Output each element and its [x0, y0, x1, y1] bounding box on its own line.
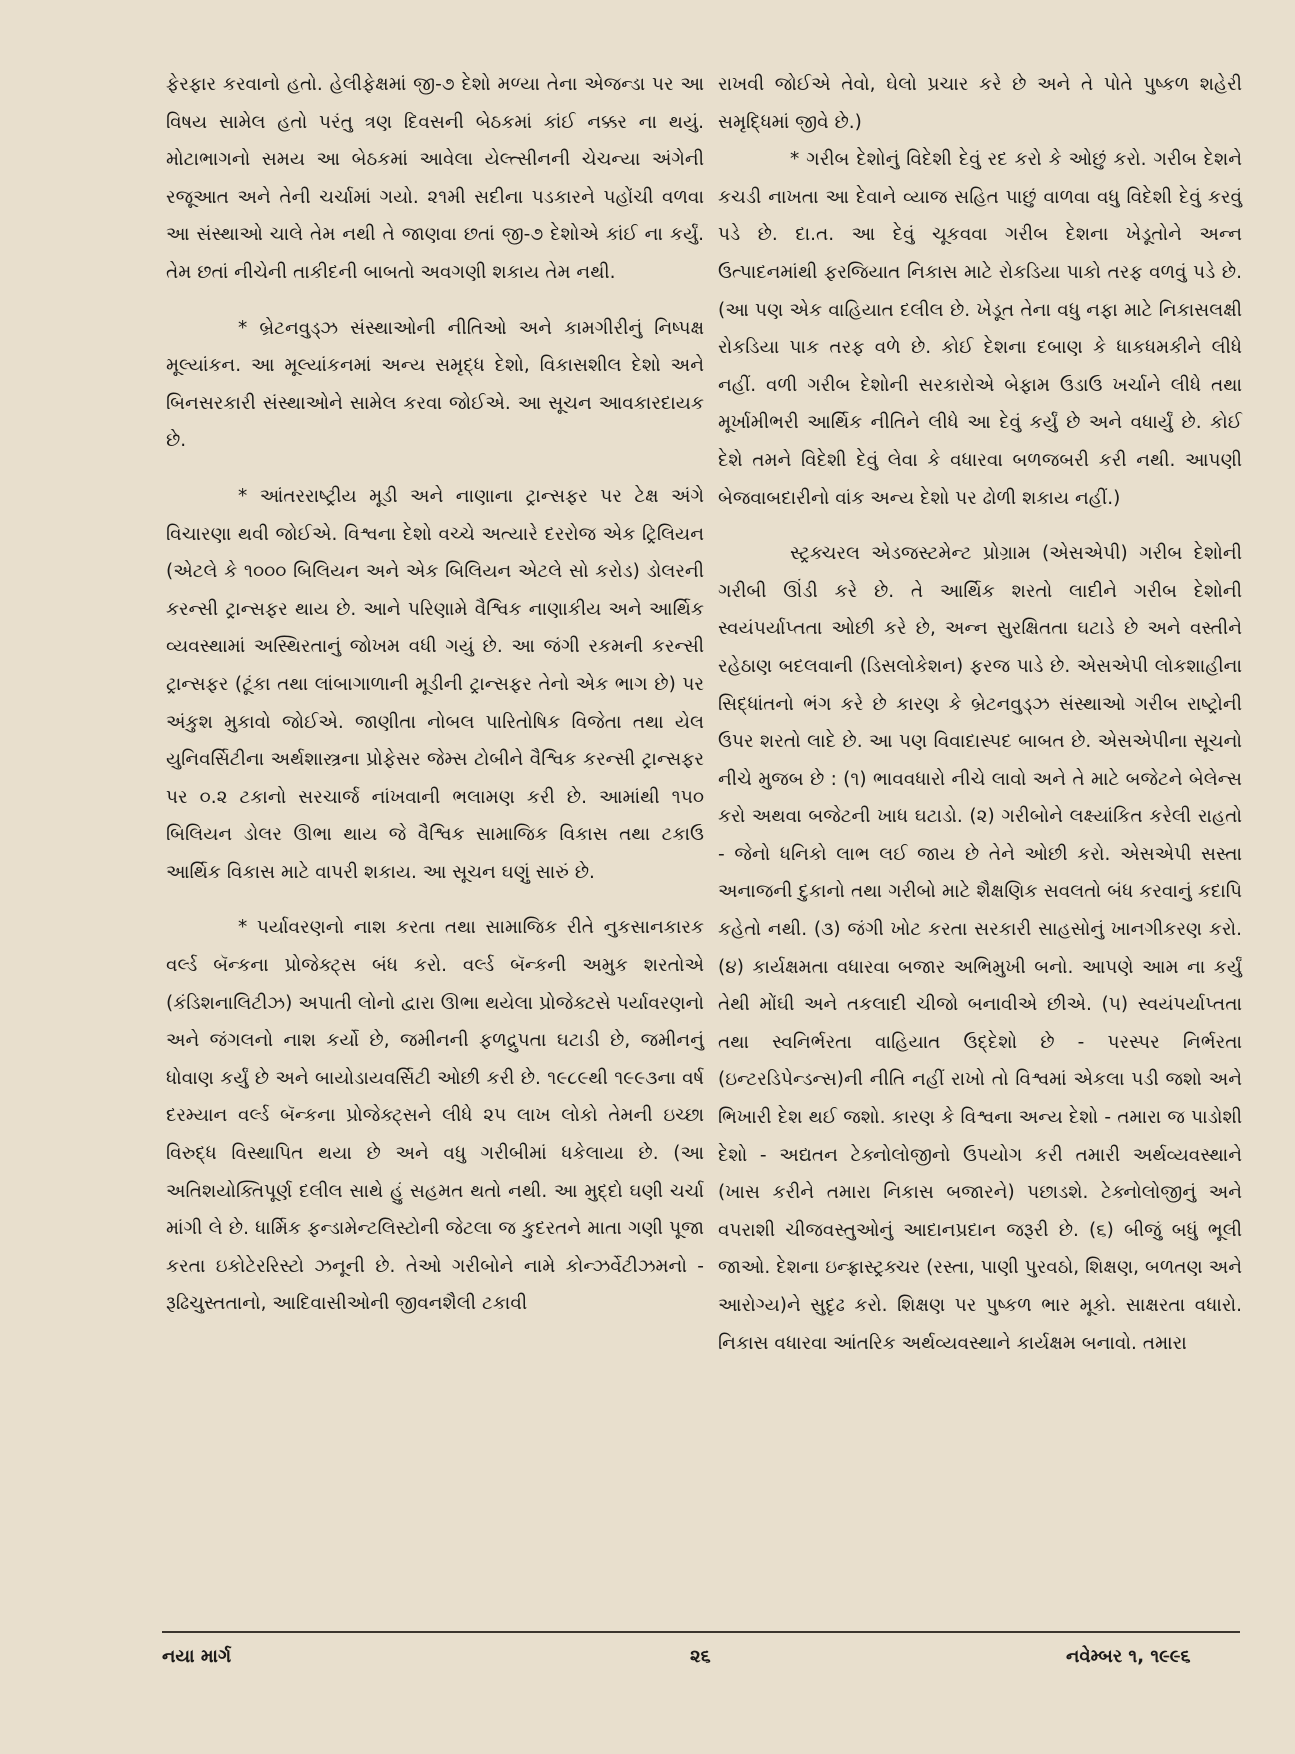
- footer-page-number: ૨૬: [690, 1646, 711, 1667]
- left-paragraph-4: * પર્યાવરણનો નાશ કરતા તથા સામાજિક રીતે નુકસાનકારક વર્લ્ડ બૅન્કના પ્રોજેક્ટ્સ બંધ કરો. વર્લ્ડ બૅન્કની અમુક શરતોએ (કંડિશનાલિટીઝ) અપાતી લોનો દ્વારા ઊભા થયેલા પ્રોજેક્ટસે પર્યાવરણનો અને જંગલનો નાશ કર્યો છે, જમીનની ફળદ્રુપતા ઘટાડી છે, જમીનનું ધોવાણ કર્યું છે અને બાયોડાયવર્સિટી ઓછી કરી છે. ૧૯૮૯થી ૧૯૯૩ના વર્ષ દરમ્યાન વર્લ્ડ બૅન્કના પ્રોજેક્ટ્સને લીધે ૨૫ લાખ લોકો તેમની ઇચ્છા વિરુદ્ધ વિસ્થાપિત થયા છે અને વધુ ગરીબીમાં ધકેલાયા છે. (આ અતિશયોક્તિપૂર્ણ દલીલ સાથે હું સહમત થતો નથી. આ મુદ્દો ઘણી ચર્ચા માંગી લે છે. ધાર્મિક ફન્ડામેન્ટલિસ્ટોની જેટલા જ કુદરતને માતા ગણી પૂજા કરતા ઇકોટેરરિસ્ટો ઝનૂની છે. તેઓ ગરીબોને નામે કોન્ઝર્વેટીઝમનો - રૂઢિચુસ્તતાનો, આદિવાસીઓની જીવનશૈલી ટકાવી: [166, 917, 704, 1315]
- right-column: [718, 66, 1242, 1362]
- left-paragraph-2: * બ્રેટનવુડ્ઝ સંસ્થાઓની નીતિઓ અને કામગીરીનું નિષ્પક્ષ મૂલ્યાંકન. આ મૂલ્યાંકનમાં અન્ય સમૃદ્ધ દેશો, વિકાસશીલ દેશો અને બિનસરકારી સંસ્થાઓને સામેલ કરવા જોઈએ. આ સૂચન આવકારદાયક છે.: [166, 317, 704, 452]
- footer-magazine-name: નયા માર્ગ: [162, 1646, 232, 1667]
- left-column: [166, 66, 704, 1323]
- footer-date: નવેમ્બર ૧, ૧૯૯૬: [1066, 1646, 1191, 1667]
- left-paragraph-1: ફેરફાર કરવાનો હતો. હેલીફેક્ષમાં જી-૭ દેશો મળ્યા તેના એજન્ડા પર આ વિષય સામેલ હતો પરંતુ ત્રણ દિવસની બેઠકમાં કાંઈ નક્કર ના થયું. મોટાભાગનો સમય આ બેઠકમાં આવેલા યેલ્ત્સીનની ચેચન્યા અંગેની રજૂઆત અને તેની ચર્ચામાં ગયો. ૨૧મી સદીના પડકારને પહોંચી વળવા આ સંસ્થાઓ ચાલે તેમ નથી તે જાણવા છતાં જી-૭ દેશોએ કાંઈ ના કર્યું. તેમ છતાં નીચેની તાકીદની બાબતો અવગણી શકાય તેમ નથી.: [166, 74, 704, 283]
- left-paragraph-3: * આંતરરાષ્ટ્રીય મૂડી અને નાણાના ટ્રાન્સફર પર ટેક્ષ અંગે વિચારણા થવી જોઈએ. વિશ્વના દેશો વચ્ચે અત્યારે દરરોજ એક ટ્રિલિયન (એટલે કે ૧૦૦૦ બિલિયન અને એક બિલિયન એટલે સો કરોડ) ડોલરની કરન્સી ટ્રાન્સફર થાય છે. આને પરિણામે વૈશ્વિક નાણાકીય અને આર્થિક વ્યવસ્થામાં અસ્થિરતાનું જોખમ વધી ગયું છે. આ જંગી રકમની કરન્સી ટ્રાન્સફર (ટૂંકા તથા લાંબાગાળાની મૂડીની ટ્રાન્સફર તેનો એક ભાગ છે) પર અંકુશ મુકાવો જોઈએ. જાણીતા નોબલ પારિતોષિક વિજેતા તથા યેલ યુનિવર્સિટીના અર્થશાસ્ત્રના પ્રોફેસર જેમ્સ ટોબીને વૈશ્વિક કરન્સી ટ્રાન્સફર પર ૦.૨ ટકાનો સરચાર્જ નાંખવાની ભલામણ કરી છે. આમાંથી ૧૫૦ બિલિયન ડોલર ઊભા થાય જે વૈશ્વિક સામાજિક વિકાસ તથા ટકાઉ આર્થિક વિકાસ માટે વાપરી શકાય. આ સૂચન ઘણું સારું છે.: [166, 485, 704, 883]
- right-paragraph-3: સ્ટ્રક્ચરલ એડજસ્ટમેન્ટ પ્રોગ્રામ (એસએપી) ગરીબ દેશોની ગરીબી ઊંડી કરે છે. તે આર્થિક શરતો લાદીને ગરીબ દેશોની સ્વયંપર્યાપ્તતા ઓછી કરે છે, અન્ન સુરક્ષિતતા ઘટાડે છે અને વસ્તીને રહેઠાણ બદલવાની (ડિસલોકેશન) ફરજ પાડે છે. એસએપી લોકશાહીના સિદ્ધાંતનો ભંગ કરે છે કારણ કે બ્રેટનવુડ્ઝ સંસ્થાઓ ગરીબ રાષ્ટ્રોની ઉપર શરતો લાદે છે. આ પણ વિવાદાસ્પદ બાબત છે. એસએપીના સૂચનો નીચે મુજબ છે : (૧) ભાવવધારો નીચે લાવો અને તે માટે બજેટને બેલેન્સ કરો અથવા બજેટની ખાધ ઘટાડો. (૨) ગરીબોને લક્ષ્યાંકિત કરેલી રાહતો - જેનો ધનિકો લાભ લઈ જાય છે તેને ઓછી કરો. એસએપી સસ્તા અનાજની દુકાનો તથા ગરીબો માટે શૈક્ષણિક સવલતો બંધ કરવાનું કદાપિ કહેતો નથી. (૩) જંગી ખોટ કરતા સરકારી સાહસોનું ખાનગીકરણ કરો. (૪) કાર્યક્ષમતા વધારવા બજાર અભિમુખી બનો. આપણે આમ ના કર્યું તેથી મોંઘી અને તકલાદી ચીજો બનાવીએ છીએ. (૫) સ્વયંપર્યાપ્તતા તથા સ્વનિર્ભરતા વાહિયાત ઉદ્દેશો છે - પરસ્પર નિર્ભરતા (ઇન્ટરડિપેન્ડન્સ)ની નીતિ નહીં રાખો તો વિશ્વમાં એકલા પડી જશો અને ભિખારી દેશ થઈ જશો. કારણ કે વિશ્વના અન્ય દેશો - તમારા જ પાડોશી દેશો - અદ્યતન ટેક્નોલોજીનો ઉપયોગ કરી તમારી અર્થવ્યવસ્થાને (ખાસ કરીને તમારા નિકાસ બજારને) પછાડશે. ટેક્નોલોજીનું અને વપરાશી ચીજવસ્તુઓનું આદાનપ્રદાન જરૂરી છે. (૬) બીજું બધું ભૂલી જાઓ. દેશના ઇન્ફ્રાસ્ટ્રક્ચર (રસ્તા, પાણી પુરવઠો, શિક્ષણ, બળતણ અને આરોગ્ય)ને સુદૃઢ કરો. શિક્ષણ પર પુષ્કળ ભાર મૂકો. સાક્ષરતા વધારો. નિકાસ વધારવા આંતરિક અર્થવ્યવસ્થાને કાર્યક્ષમ બનાવો. તમારા: [718, 543, 1242, 1354]
- right-paragraph-1: રાખવી જોઈએ તેવો, ઘેલો પ્રચાર કરે છે અને તે પોતે પુષ્કળ શહેરી સમૃદ્ધિમાં જીવે છે.): [718, 74, 1242, 133]
- right-paragraph-2: * ગરીબ દેશોનું વિદેશી દેવું રદ કરો કે ઓછું કરો. ગરીબ દેશને કચડી નાખતા આ દેવાને વ્યાજ સહિત પાછું વાળવા વધુ વિદેશી દેવું કરવું પડે છે. દા.ત. આ દેવું ચૂકવવા ગરીબ દેશના ખેડૂતોને અન્ન ઉત્પાદનમાંથી ફરજિયાત નિકાસ માટે રોકડિયા પાકો તરફ વળવું પડે છે. (આ પણ એક વાહિયાત દલીલ છે. ખેડૂત તેના વધુ નફા માટે નિકાસલક્ષી રોકડિયા પાક તરફ વળે છે. કોઈ દેશના દબાણ કે ધાકધમકીને લીધે નહીં. વળી ગરીબ દેશોની સરકારોએ બેફામ ઉડાઉ ખર્ચાને લીધે તથા મૂર્ખામીભરી આર્થિક નીતિને લીધે આ દેવું કર્યું છે અને વધાર્યું છે. કોઈ દેશે તમને વિદેશી દેવું લેવા કે વધારવા બળજબરી કરી નથી. આપણી બેજવાબદારીનો વાંક અન્ય દેશો પર ઢોળી શકાય નહીં.): [718, 149, 1242, 509]
- footer-rule: [162, 1631, 1240, 1633]
